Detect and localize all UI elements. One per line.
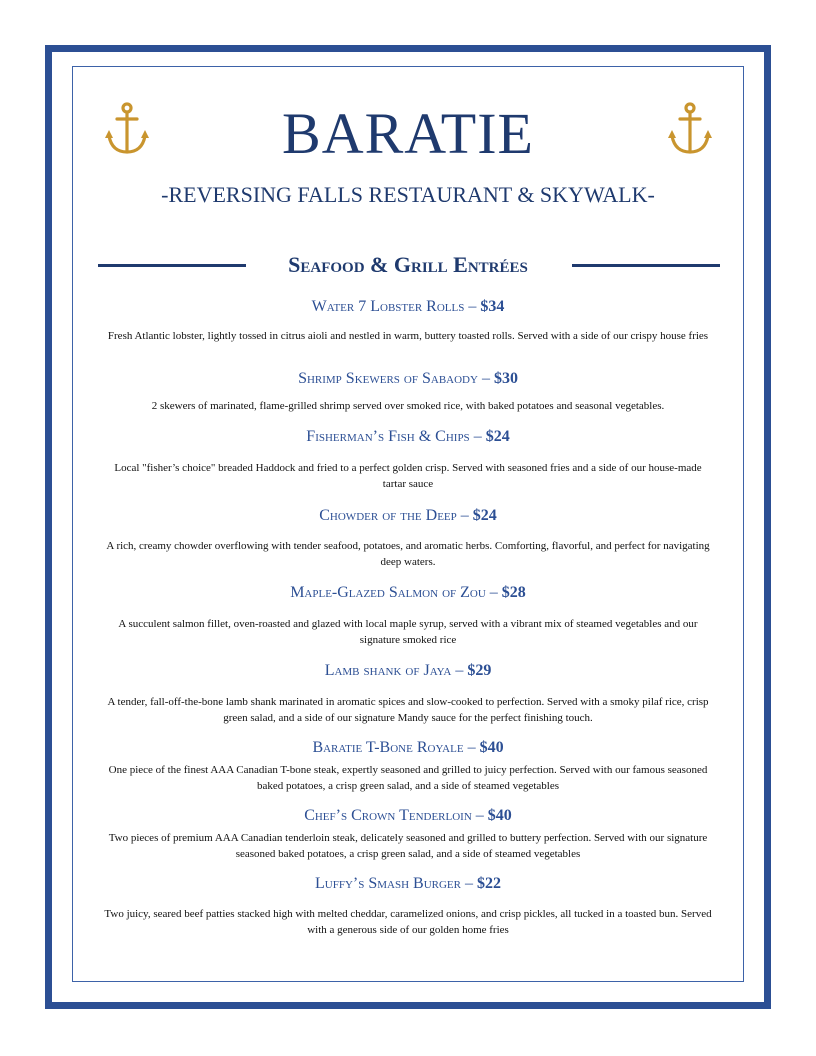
menu-item-description: Two juicy, seared beef patties stacked high with melted cheddar, caramelized onions, and crisp pickles, all tucked in a toasted bun. Served with a generous side of our golden home fries	[104, 908, 712, 936]
menu-item-name: Maple-Glazed Salmon of Zou – $28	[290, 584, 526, 601]
restaurant-title: BARATIE	[282, 101, 534, 166]
menu-item-description: A tender, fall-off-the-bone lamb shank marinated in aromatic spices and slow-cooked to perfection. Served with a smoky pilaf rice, crisp green salad, and a side of our signature Mandy sauce for the perfect finishing touch.	[107, 696, 709, 724]
menu-item-name: Shrimp Skewers of Sabaody – $30	[298, 370, 518, 387]
menu-item-name: Fisherman’s Fish & Chips – $24	[306, 428, 510, 445]
restaurant-subtitle: -REVERSING FALLS RESTAURANT & SKYWALK-	[161, 182, 655, 207]
menu-item-name: Water 7 Lobster Rolls – $34	[311, 298, 505, 315]
menu-item-description: A rich, creamy chowder overflowing with tender seafood, potatoes, and aromatic herbs. Comforting, flavorful, and perfect for navigating deep waters.	[106, 540, 710, 568]
menu-item-description: One piece of the finest AAA Canadian T-bone steak, expertly seasoned and grilled to juicy perfection. Served with our famous seasoned baked potatoes, a crisp green salad, and a side of steamed vegetables	[108, 764, 708, 792]
menu-item-description: Fresh Atlantic lobster, lightly tossed in citrus aioli and nestled in warm, buttery toasted rolls. Served with a side of our crispy house fries	[107, 330, 709, 342]
menu-item-name: Baratie T-Bone Royale – $40	[312, 739, 504, 756]
menu-item-price: $24	[472, 507, 497, 524]
menu-item-name: Chef’s Crown Tenderloin – $40	[304, 807, 512, 824]
menu-item-price: $40	[487, 807, 512, 824]
menu-item-description: Local "fisher’s choice" breaded Haddock and fried to a perfect golden crisp. Served with seasoned fries and a side of our house-made tartar sauce	[114, 462, 702, 490]
section-title: Seafood & Grill Entrées	[288, 252, 528, 277]
menu-item-price: $24	[485, 428, 510, 445]
menu-item-price: $29	[467, 662, 492, 679]
menu-item-price: $30	[493, 370, 518, 387]
menu-item-description: 2 skewers of marinated, flame-grilled shrimp served over smoked rice, with baked potatoes and seasonal vegetables.	[151, 400, 665, 412]
menu-item-price: $22	[476, 875, 501, 892]
menu-item-price: $40	[479, 739, 504, 756]
menu-item-name: Chowder of the Deep – $24	[319, 507, 497, 524]
menu-item-description: Two pieces of premium AAA Canadian tenderloin steak, delicately seasoned and grilled to buttery perfection. Served with our signature seasoned baked potatoes, a crisp green salad, and a side of steamed vegetables	[108, 832, 708, 860]
menu-item-description: A succulent salmon fillet, oven-roasted and glazed with local maple syrup, served with a vibrant mix of steamed vegetables and our signature smoked rice	[118, 618, 698, 646]
section-divider-right	[572, 264, 720, 267]
menu-item-price: $34	[480, 298, 505, 315]
menu-item-name: Lamb shank of Jaya – $29	[324, 662, 492, 679]
menu-item-name: Luffy’s Smash Burger – $22	[315, 875, 501, 892]
menu-item-price: $28	[501, 584, 526, 601]
